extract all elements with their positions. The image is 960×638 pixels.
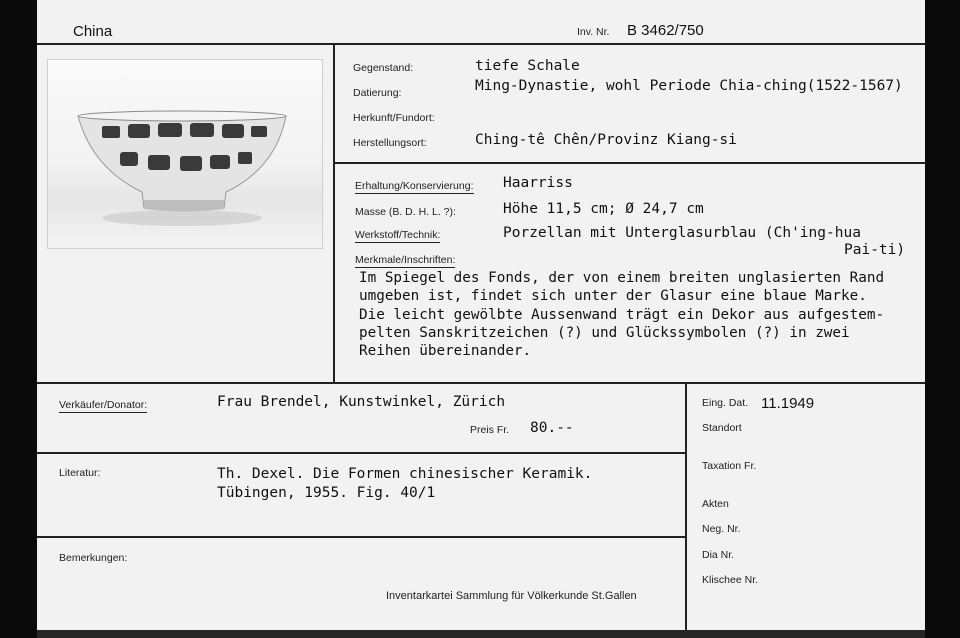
- werkstoff-value-line-2: Pai-ti): [844, 242, 906, 258]
- herstellungsort-label: Herstellungsort:: [353, 137, 427, 149]
- preis-label: Preis Fr.: [470, 424, 510, 436]
- akten-label: Akten: [702, 498, 729, 510]
- left-dark-border: [0, 0, 37, 638]
- gegenstand-label: Gegenstand:: [353, 62, 414, 74]
- merkmale-label: Merkmale/Inschriften:: [355, 254, 456, 266]
- dia-nr-label: Dia Nr.: [702, 549, 735, 561]
- side-column-divider: [685, 382, 687, 630]
- right-dark-border: [925, 0, 960, 638]
- object-condition-rule: [333, 162, 925, 164]
- verkaeufer-label: Verkäufer/Donator:: [59, 399, 148, 411]
- porcelain-bowl-icon: [48, 60, 322, 248]
- main-rule: [37, 382, 925, 384]
- standort-label: Standort: [702, 422, 742, 434]
- inv-nr-label: Inv. Nr.: [577, 26, 610, 38]
- neg-nr-label: Neg. Nr.: [702, 523, 741, 535]
- inventory-card: [37, 0, 925, 630]
- herstellungsort-value: Ching-tê Chên/Provinz Kiang-si: [475, 132, 737, 148]
- preis-value: 80.--: [530, 420, 574, 436]
- inv-nr-value: B 3462/750: [627, 22, 704, 39]
- literatur-label: Literatur:: [59, 467, 101, 479]
- herkunft-label: Herkunft/Fundort:: [353, 112, 435, 124]
- bemerkungen-label: Bemerkungen:: [59, 552, 128, 564]
- datierung-value: Ming-Dynastie, wohl Periode Chia-ching(1522-1567): [475, 78, 903, 94]
- datierung-label: Datierung:: [353, 87, 402, 99]
- country-label: China: [73, 23, 113, 40]
- masse-value: Höhe 11,5 cm; Ø 24,7 cm: [503, 201, 704, 217]
- merkmale-line: umgeben ist, findet sich unter der Glasur eine blaue Marke.: [359, 288, 867, 305]
- verkaeufer-value: Frau Brendel, Kunstwinkel, Zürich: [217, 394, 506, 410]
- merkmale-line: Die leicht gewölbte Aussenwand trägt ein Dekor aus aufgestem-: [359, 306, 885, 323]
- literatur-line-1: Th. Dexel. Die Formen chinesischer Keramik.: [217, 466, 593, 482]
- gegenstand-value: tiefe Schale: [475, 58, 580, 74]
- erhaltung-label: Erhaltung/Konservierung:: [355, 180, 474, 192]
- erhaltung-value: Haarriss: [503, 175, 573, 191]
- klischee-nr-label: Klischee Nr.: [702, 574, 759, 586]
- card-footer: Inventarkartei Sammlung für Völkerkunde St.Gallen: [386, 590, 637, 602]
- merkmale-line: Im Spiegel des Fonds, der von einem breiten unglasierten Rand: [359, 270, 885, 286]
- werkstoff-label: Werkstoff/Technik:: [355, 229, 441, 241]
- literatur-line-2: Tübingen, 1955. Fig. 40/1: [217, 485, 436, 501]
- bowl-photo: [48, 60, 322, 248]
- merkmale-text: [359, 269, 884, 360]
- eing-dat-label: Eing. Dat.: [702, 397, 749, 409]
- literature-rule: [37, 536, 685, 538]
- header-rule: [37, 43, 925, 45]
- eing-dat-value: 11.1949: [761, 395, 815, 412]
- photo-divider: [333, 45, 335, 382]
- merkmale-line: pelten Sanskritzeichen (?) und Glückssymbolen (?) in zwei: [359, 324, 850, 341]
- taxation-label: Taxation Fr.: [702, 460, 757, 472]
- merkmale-line: Reihen übereinander.: [359, 343, 532, 360]
- acquisition-rule: [37, 452, 685, 454]
- werkstoff-value-line-1: Porzellan mit Unterglasurblau (Ch'ing-hua: [503, 225, 861, 241]
- masse-label: Masse (B. D. H. L. ?):: [355, 206, 456, 218]
